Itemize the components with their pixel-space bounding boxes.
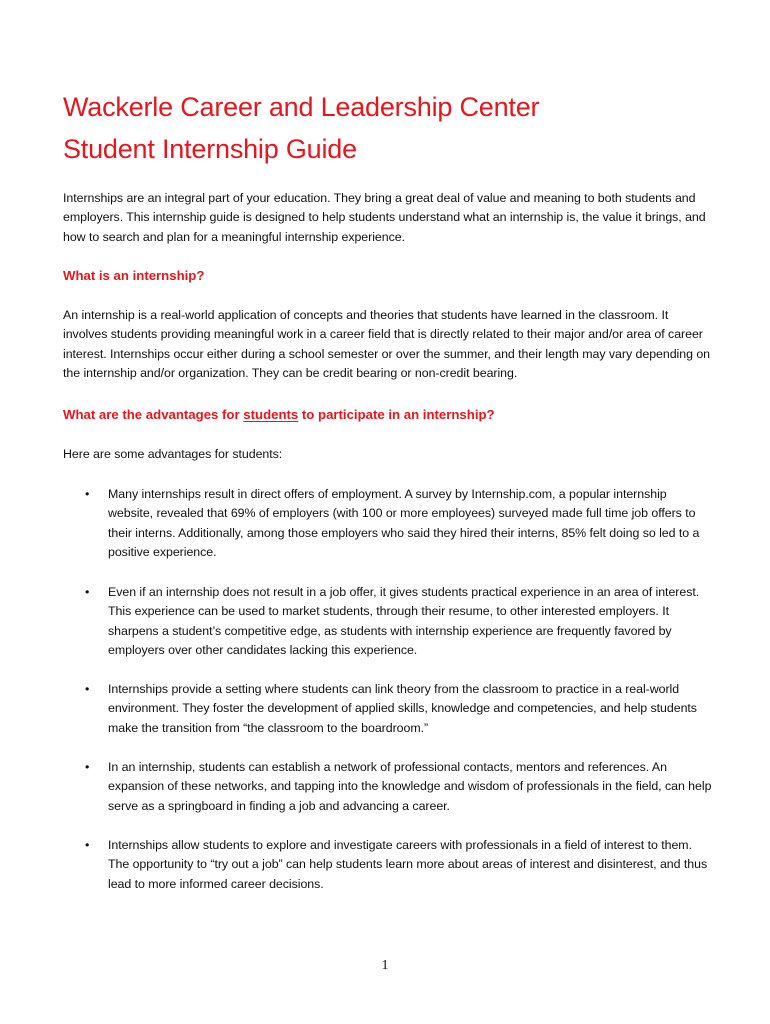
bullet-text-4: In an internship, students can establish a network of professional contacts, mentors and references. An expansion of these networks, and tapping into the knowledge and wisdom of professionals in the field, can help serve as a springboard in finding a job and advancing a career. [108, 760, 712, 813]
internship-definition-paragraph: An internship is a real-world application of concepts and theories that students have learned in the classroom. It involves students providing meaningful work in a career field that is directly related to their major and/or area of career interest. Internships occur either during a school semester or over the summer, and their length may vary depending on the internship and/or organization. They can be credit bearing or non-credit bearing. [63, 308, 711, 381]
bullet-dot-icon: • [85, 487, 90, 501]
bullet-dot-icon: • [85, 585, 90, 599]
bullet-dot-icon: • [85, 682, 90, 696]
section-heading-what-is-internship: What is an internship? [63, 268, 205, 283]
bullet-text-3: Internships provide a setting where students can link theory from the classroom to practice in a real-world environment. They foster the development of applied skills, knowledge and competencies, and help students make the transition from “the classroom to the boardroom.” [108, 682, 697, 735]
bullet-dot-icon: • [85, 760, 90, 774]
heading-underlined-word: students [243, 407, 299, 422]
bullet-text-2: Even if an internship does not result in a job offer, it gives students practical experience in an area of interest. This experience can be used to market students, through their resume, to other interested employers. It sharpens a student’s competitive edge, as students with internship experience are frequently favored by employers over other candidates lacking this experience. [108, 585, 700, 658]
document-title [63, 86, 703, 170]
bullet-text-1: Many internships result in direct offers of employment. A survey by Internship.com, a popular internship website, revealed that 69% of employers (with 100 or more employees) surveyed made full time job offers to their interns. Additionally, among those employers who said they hired their interns, 85% felt doing so led to a positive experience. [108, 487, 700, 560]
bullet-dot-icon: • [85, 838, 90, 852]
heading-part-1: What are the advantages for [63, 407, 244, 422]
title-line-1: Wackerle Career and Leadership Center [63, 92, 540, 122]
intro-paragraph: Internships are an integral part of your education. They bring a great deal of value and meaning to both students and employers. This internship guide is designed to help students understand what an internship is, the value it brings, and how to search and plan for a meaningful internship experience. [63, 191, 706, 244]
advantages-lead-text: Here are some advantages for students: [63, 447, 283, 461]
section-heading-student-advantages [63, 405, 495, 424]
bullet-text-5: Internships allow students to explore and investigate careers with professionals in a field of interest to them. The opportunity to “try out a job” can help students learn more about areas of interest and disinterest, and thus lead to more informed career decisions. [108, 838, 708, 891]
title-line-2: Student Internship Guide [63, 134, 357, 164]
heading-part-2: to participate in an internship? [298, 407, 495, 422]
page-number: 1 [381, 958, 389, 973]
